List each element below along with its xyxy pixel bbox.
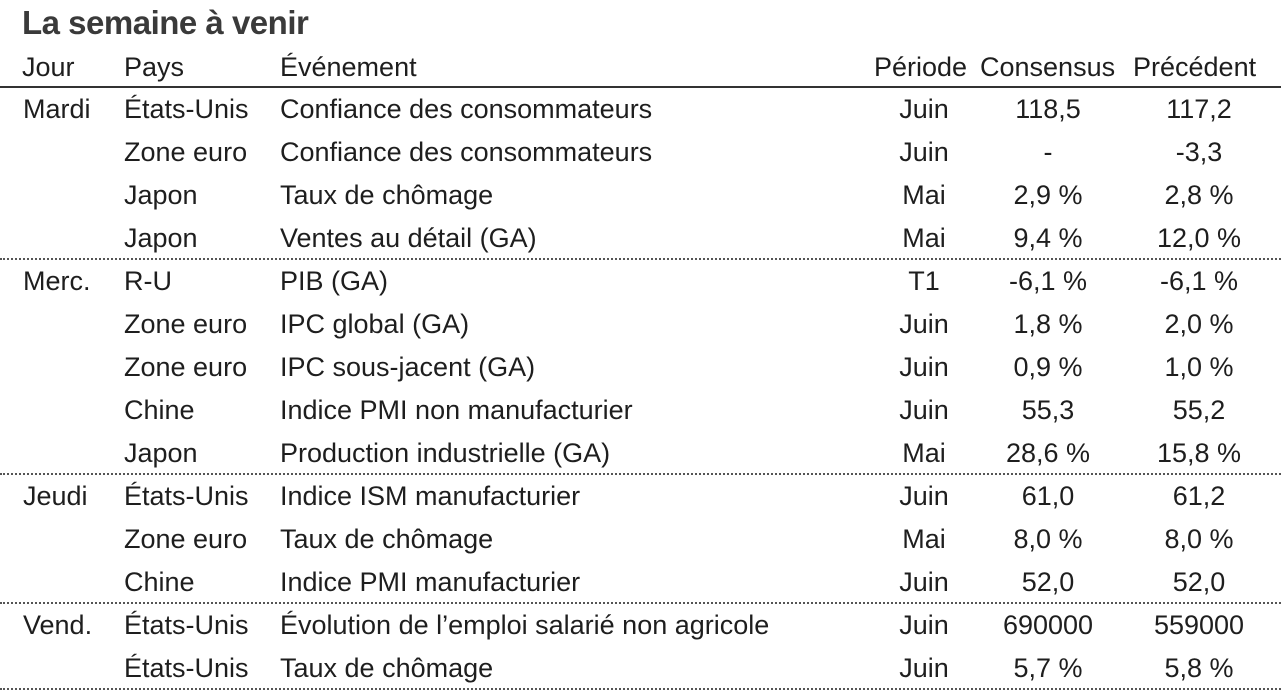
cell-pays: R-U [124,266,172,296]
cell-pays: Zone euro [124,352,248,382]
cell-pays: États-Unis [124,481,249,511]
cell-consensus: 61,0 [1021,481,1075,511]
cell-pays: Zone euro [124,309,248,339]
cell-precedent: 1,0 % [1164,352,1234,382]
cell-precedent: 2,0 % [1164,309,1234,339]
cell-periode: Juin [899,610,949,640]
table-row [0,647,1281,690]
cell-consensus: 0,9 % [1013,352,1083,382]
table-row [0,432,1281,475]
cell-pays: Zone euro [124,137,248,167]
table-row [0,561,1281,604]
cell-jour: Mardi [23,94,91,124]
page-title: La semaine à venir [22,4,309,41]
cell-evenement: Taux de chômage [280,180,494,210]
header-jour: Jour [22,52,75,82]
table-row [0,389,1281,432]
cell-precedent: 559000 [1153,610,1245,640]
cell-precedent: 52,0 [1172,567,1226,597]
cell-consensus: 2,9 % [1013,180,1083,210]
cell-consensus: 8,0 % [1013,524,1083,554]
cell-periode: Mai [902,180,946,210]
cell-evenement: Confiance des consommateurs [280,137,653,167]
cell-periode: Mai [902,223,946,253]
cell-evenement: IPC sous-jacent (GA) [280,352,536,382]
table-header [0,46,1281,88]
cell-consensus: 28,6 % [1005,438,1091,468]
cell-periode: T1 [908,266,940,296]
cell-precedent: 12,0 % [1156,223,1242,253]
cell-consensus: 52,0 [1021,567,1075,597]
cell-consensus: 9,4 % [1013,223,1083,253]
cell-periode: Juin [899,481,949,511]
cell-precedent: -6,1 % [1159,266,1239,296]
cell-precedent: 55,2 [1172,395,1226,425]
cell-evenement: Taux de chômage [280,524,494,554]
table-row [0,174,1281,217]
table-row [0,475,1281,518]
cell-precedent: -3,3 [1175,137,1223,167]
header-pays: Pays [124,52,185,82]
cell-evenement: Ventes au détail (GA) [280,223,537,253]
cell-jour: Merc. [23,266,91,296]
cell-pays: États-Unis [124,94,249,124]
cell-precedent: 15,8 % [1156,438,1242,468]
cell-consensus: 690000 [1002,610,1094,640]
cell-jour: Vend. [23,610,93,640]
cell-precedent: 8,0 % [1164,524,1234,554]
cell-consensus: -6,1 % [1008,266,1088,296]
cell-precedent: 61,2 [1172,481,1226,511]
cell-consensus: 5,7 % [1013,653,1083,683]
table-row [0,88,1281,131]
cell-evenement: PIB (GA) [280,266,389,296]
cell-evenement: Indice ISM manufacturier [280,481,581,511]
cell-periode: Juin [899,653,949,683]
cell-periode: Juin [899,352,949,382]
cell-consensus: 118,5 [1015,94,1081,124]
table-row [0,303,1281,346]
cell-periode: Juin [899,94,949,124]
cell-evenement: IPC global (GA) [280,309,470,339]
cell-precedent: 117,2 [1166,94,1232,124]
cell-periode: Juin [899,137,949,167]
cell-jour: Jeudi [23,481,88,511]
cell-precedent: 2,8 % [1164,180,1234,210]
cell-evenement: Confiance des consommateurs [280,94,653,124]
cell-periode: Juin [899,395,949,425]
cell-evenement: Évolution de l’emploi salarié non agricole [280,610,770,640]
header-periode: Période [874,52,968,82]
table-body [0,88,1281,690]
cell-pays: Zone euro [124,524,248,554]
cell-periode: Mai [902,438,946,468]
cell-consensus: - [1043,137,1053,167]
cell-pays: Japon [124,438,198,468]
cell-precedent: 5,8 % [1164,653,1234,683]
cell-periode: Juin [899,309,949,339]
cell-consensus: 55,3 [1021,395,1075,425]
cell-pays: États-Unis [124,653,249,683]
cell-evenement: Indice PMI manufacturier [280,567,581,597]
cell-periode: Juin [899,567,949,597]
header-evenement: Événement [280,52,417,82]
cell-periode: Mai [902,524,946,554]
cell-evenement: Indice PMI non manufacturier [280,395,633,425]
table-row [0,346,1281,389]
cell-pays: Chine [124,395,195,425]
cell-evenement: Production industrielle (GA) [280,438,611,468]
header-precedent: Précédent [1133,52,1257,82]
cell-evenement: Taux de chômage [280,653,494,683]
cell-pays: Chine [124,567,195,597]
cell-pays: Japon [124,223,198,253]
cell-pays: Japon [124,180,198,210]
table-row [0,604,1281,647]
table-row [0,260,1281,303]
table-row [0,518,1281,561]
table-row [0,131,1281,174]
header-consensus: Consensus [980,52,1116,82]
cell-pays: États-Unis [124,610,249,640]
table-row [0,217,1281,260]
cell-consensus: 1,8 % [1013,309,1083,339]
